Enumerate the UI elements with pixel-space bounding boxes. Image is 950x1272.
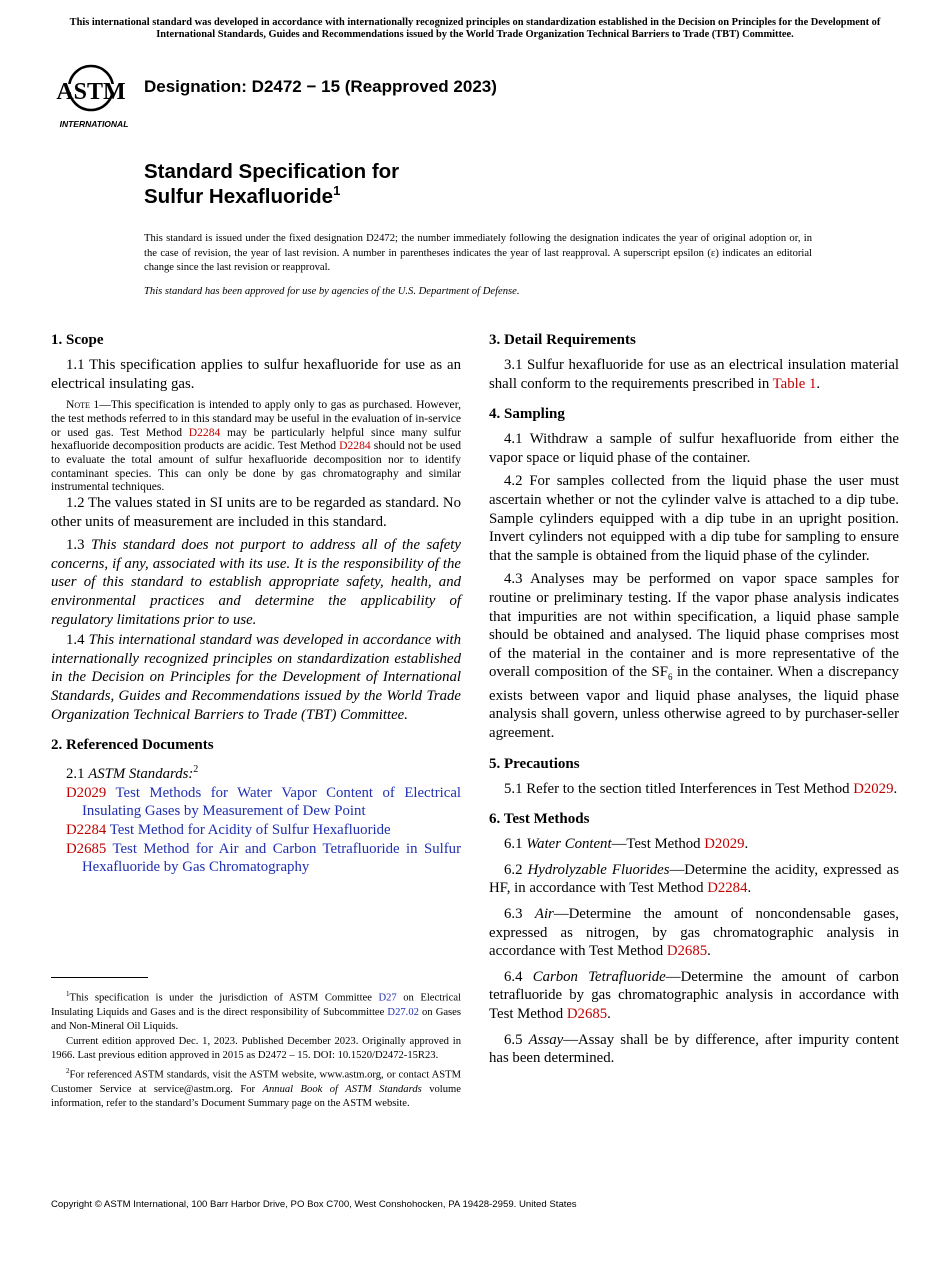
para-6-1: 6.1 Water Content—Test Method D2029. xyxy=(504,836,749,853)
section-heading-precautions: 5. Precautions xyxy=(489,755,580,772)
astm-logo xyxy=(55,58,135,130)
left-column xyxy=(51,330,461,877)
link-table-1[interactable]: Table 1 xyxy=(772,375,817,392)
copyright: Copyright © ASTM International, 100 Barr Harbor Drive, PO Box C700, West Conshohocken, PA 19428-2959. United States xyxy=(51,1199,577,1210)
ref-title-link[interactable]: Test Method for Air and Carbon Tetrafluoride in Sulfur Hexafluoride by Gas Chromatography xyxy=(82,840,462,876)
logo-text-main: ASTM xyxy=(56,79,126,105)
section-heading-test-methods: 6. Test Methods xyxy=(489,811,590,828)
footnote-1-edition: Current edition approved Dec. 1, 2023. Published December 2023. Originally approved in 1966. Last previous edition approved in 2015 as D2472 – 15. DOI: 10.1520/D2472-15R23. xyxy=(51,1035,461,1061)
link-d2284[interactable]: D2284 xyxy=(339,439,371,453)
approved-note: This standard has been approved for use by agencies of the U.S. Department of Defense. xyxy=(144,286,520,297)
footnote-1: $^1$This specification is under the jurisdiction of ASTM Committee D27 on Electrical Insulating Liquids and Gases and is the direct responsibility of Subcommittee D27.02 on Gases and Non-Mineral Oil Liquids. xyxy=(51,990,461,1032)
section-heading-sampling: 4. Sampling xyxy=(489,406,565,423)
para-6-4: 6.4 Carbon Tetrafluoride—Determine the amount of carbon tetrafluoride by gas chromatographic analysis in accordance with Test Method D2685. xyxy=(489,968,899,1022)
para-4-2: 4.2 For samples collected from the liquid phase the user must ascertain whether or not the cylinder valve is attached to a dip tube. Sample cylinders equipped with a dip tube in an upright position. Invert cylinders not equipped with a dip tube for sampling to ensure that the sample is obtained from the liquid phase of the cylinder. xyxy=(489,473,899,564)
page-title xyxy=(144,159,399,209)
link-d2284[interactable]: D2284 xyxy=(707,880,748,897)
para-1-1: 1.1 This specification applies to sulfur hexafluoride for use as an electrical insulating gas. xyxy=(51,357,461,392)
link-d2685[interactable]: D2685 xyxy=(566,1005,608,1022)
section-heading-referenced-documents: 2. Referenced Documents xyxy=(51,737,214,754)
ref-code-link[interactable]: D2029 xyxy=(66,784,107,801)
title-line-1: Standard Specification for xyxy=(144,160,400,183)
link-d27[interactable]: D27 xyxy=(378,992,397,1004)
ref-item xyxy=(51,784,461,821)
designation: Designation: D2472 − 15 (Reapproved 2023) xyxy=(144,77,497,96)
para-6-5: 6.5 Assay—Assay shall be by difference, after impurity content has been determined. xyxy=(489,1031,899,1067)
para-3-1: 3.1 Sulfur hexafluoride for use as an electrical insulation material shall conform to the requirements prescribed in Table 1. xyxy=(489,357,899,392)
title-line-2: Sulfur Hexafluoride xyxy=(144,185,334,208)
right-column xyxy=(489,330,899,1073)
section-heading-scope: 1. Scope xyxy=(51,332,104,348)
ref-code-link[interactable]: D2284 xyxy=(66,821,107,838)
para-1-2: 1.2 The values stated in SI units are to be regarded as standard. No other units of measurement are included in this standard. xyxy=(51,495,461,530)
note-label: Note 1 xyxy=(66,398,100,412)
para-5-1: 5.1 Refer to the section titled Interferences in Test Method D2029. xyxy=(504,780,898,797)
para-6-2: 6.2 Hydrolyzable Fluorides—Determine the acidity, expressed as HF, in accordance with Test Method D2284. xyxy=(489,861,899,897)
para-1-4: 1.4 This international standard was developed in accordance with internationally recognized principles on standardization established in the Decision on Principles for the Development of International Standards, Guides and Recommendations issued by the World Trade Organization Technical Barriers to Trade (TBT) Committee. xyxy=(51,632,461,723)
para-2-1: 2.1 ASTM Standards:$^2$ xyxy=(66,764,199,783)
ref-title-link[interactable]: Test Method for Acidity of Sulfur Hexafluoride xyxy=(109,821,391,838)
para-4-3: 4.3 Analyses may be performed on vapor space samples for routine or preliminary testing. If the vapor phase analysis indicates that impurities are not within specification, a liquid phase sample should be obtained and analysed. The liquid phase comprises most of the material in the container and is more representative of the overall composition of the $SF_6$ in the container. When a discrepancy exists between vapor and liquid phase analyses, the liquid phase analysis shall govern, unless otherwise agreed to by purchaser-seller agreement. xyxy=(489,571,899,742)
referenced-documents-list xyxy=(51,784,461,877)
ref-code-link[interactable]: D2685 xyxy=(66,840,107,857)
para-4-1: 4.1 Withdraw a sample of sulfur hexafluoride from either the vapor space or liquid phase of the container. xyxy=(489,431,899,466)
ref-title-link[interactable]: Test Methods for Water Vapor Content of Electrical Insulating Gases by Measurement of Dew Point xyxy=(82,784,461,820)
link-d2029[interactable]: D2029 xyxy=(704,836,745,853)
footnotes xyxy=(51,987,461,1112)
top-note: This international standard was developed in accordance with internationally recognized principles on standardization established in the Decision on Principles for the Development of International Standards, Guides and Recommendations issued by the World Trade Organization Technical Barriers to Trade (TBT) Committee. xyxy=(69,17,881,40)
ref-item xyxy=(51,840,461,877)
ref-item xyxy=(51,821,461,840)
note-1: Note 1—This specification is intended to apply only to gas as purchased. However, the test methods referred to in this standard may be useful in the evaluation of in-service or used gas. Test Method D2284 may be particularly helpful since many sulfur hexafluoride decomposition products are acidic. Test Method D2284 should not be used to evaluate the total amount of sulfur hexafluoride decomposition nor to identify contaminant species. This can only be done by gas chromatography and similar instrumental techniques. xyxy=(51,398,461,494)
link-d2685[interactable]: D2685 xyxy=(666,943,708,960)
issue-note: This standard is issued under the fixed designation D2472; the number immediately following the designation indicates the year of original adoption or, in the case of revision, the year of last revision. A number in parentheses indicates the year of last reapproval. A superscript epsilon (ε) indicates an editorial change since the last revision or reapproval. xyxy=(144,233,812,274)
link-d27-02[interactable]: D27.02 xyxy=(387,1006,419,1018)
section-heading-detail-requirements: 3. Detail Requirements xyxy=(489,332,636,348)
title-footnote-ref[interactable]: 1 xyxy=(333,183,341,199)
logo-text-sub: INTERNATIONAL xyxy=(59,119,129,129)
para-6-3: 6.3 Air—Determine the amount of noncondensable gases, expressed as nitrogen, by gas chromatographic analysis in accordance with Test Method D2685. xyxy=(489,906,899,960)
para-1-3: 1.3 This standard does not purport to address all of the safety concerns, if any, associated with its use. It is the responsibility of the user of this standard to establish appropriate safety, health, and environmental practices and determine the applicability of regulatory limitations prior to use. xyxy=(51,537,461,628)
link-d2284[interactable]: D2284 xyxy=(188,425,221,439)
astm-logo-icon xyxy=(55,58,135,130)
footnote-2: $^2$For referenced ASTM standards, visit the ASTM website, www.astm.org, or contact ASTM Customer Service at service@astm.org. For Annual Book of ASTM Standards volume information, refer to the standard’s Document Summary page on the ASTM website. xyxy=(51,1067,461,1109)
footnote-divider xyxy=(51,977,148,978)
link-d2029[interactable]: D2029 xyxy=(853,780,894,797)
